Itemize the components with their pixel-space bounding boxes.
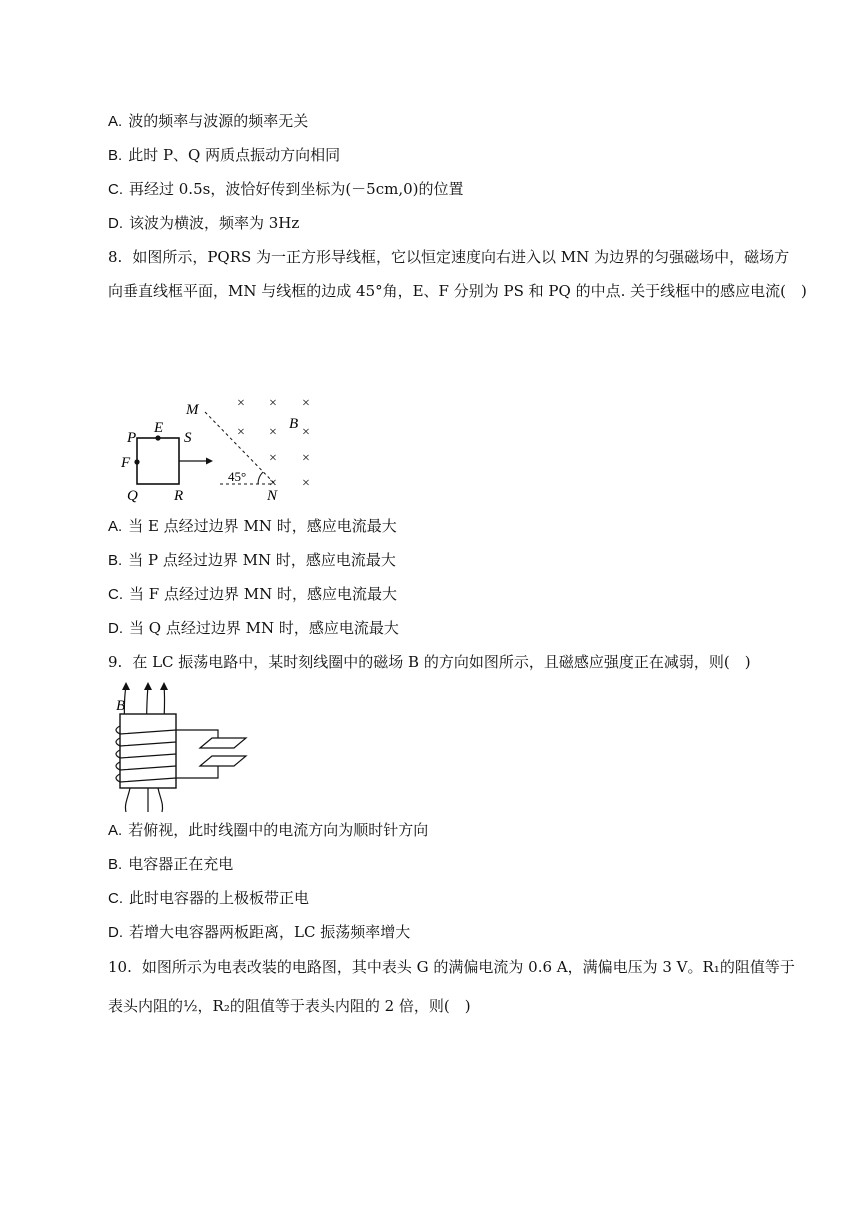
option-text: 若俯视，此时线圈中的电流方向为顺时针方向 <box>128 821 429 839</box>
option-label: B. <box>108 856 123 873</box>
option-text: 电容器正在充电 <box>128 855 234 873</box>
q8-stem-line2 <box>108 281 807 301</box>
option-text: 当 Q 点经过边界 MN 时，感应电流最大 <box>129 619 399 637</box>
q8-option-c <box>108 584 397 605</box>
q8-option-b <box>108 550 396 571</box>
field-cross: × <box>269 396 277 411</box>
wire-frame <box>137 438 179 484</box>
field-cross: × <box>269 451 277 466</box>
option-label: C. <box>108 181 123 198</box>
label-f: F <box>121 455 131 471</box>
label-e: E <box>154 420 164 436</box>
q7-option-a <box>108 111 308 132</box>
label-q: Q <box>127 488 138 504</box>
option-text: 该波为横波，频率为 3Hz <box>129 214 300 232</box>
option-text: 此时 P、Q 两质点振动方向相同 <box>128 146 341 164</box>
field-cross: × <box>302 451 310 466</box>
label-m: M <box>186 402 199 418</box>
field-cross: × <box>237 396 245 411</box>
label-b: B <box>289 416 299 432</box>
arrow-head <box>160 682 168 690</box>
q8-option-a <box>108 516 397 537</box>
option-label: A. <box>108 518 123 535</box>
q8-stem-line1 <box>108 247 789 267</box>
option-label: B. <box>108 147 123 164</box>
field-line <box>125 788 130 812</box>
capacitor-bottom-plate <box>200 756 246 766</box>
label-b: B <box>116 698 126 714</box>
label-r: R <box>174 488 184 504</box>
label-s: S <box>184 430 192 446</box>
option-label: A. <box>108 822 123 839</box>
q10-stem-line2 <box>108 996 471 1016</box>
angle-arc <box>258 472 263 484</box>
capacitor-top-plate <box>200 738 246 748</box>
option-label: D. <box>108 924 123 941</box>
label-angle: 45° <box>228 469 247 484</box>
label-p: P <box>127 430 137 446</box>
magnetic-field-crosses <box>237 396 310 491</box>
q9-option-b <box>108 854 233 875</box>
option-label: C. <box>108 586 123 603</box>
q8-figure <box>110 390 330 505</box>
q10-stem-line1 <box>108 957 795 977</box>
q7-option-d <box>108 213 299 234</box>
option-text: 当 E 点经过边界 MN 时，感应电流最大 <box>128 517 397 535</box>
label-n: N <box>267 488 278 504</box>
option-label: D. <box>108 620 123 637</box>
question-stem: 向垂直线框平面，MN 与线框的边成 45°角，E、F 分别为 PS 和 PQ 的中点. 关于线框中的感应电流( ) <box>108 282 807 300</box>
question-number: 8. <box>108 248 123 266</box>
question-number: 9. <box>108 653 123 671</box>
option-label: A. <box>108 113 123 130</box>
option-label: C. <box>108 890 123 907</box>
option-text: 若增大电容器两板距离，LC 振荡频率增大 <box>129 923 411 941</box>
field-cross: × <box>269 476 277 491</box>
arrow-head <box>122 682 130 690</box>
q7-option-c <box>108 179 464 200</box>
arrow-head <box>144 682 152 690</box>
question-number: 10. <box>108 958 132 976</box>
q8-option-d <box>108 618 399 639</box>
point-f <box>134 459 139 464</box>
question-stem: 在 LC 振荡电路中，某时刻线圈中的磁场 B 的方向如图所示，且磁感应强度正在减弱，则( ) <box>132 653 751 671</box>
point-e <box>155 435 160 440</box>
option-text: 再经过 0.5s，波恰好传到坐标为(－5cm,0)的位置 <box>129 180 464 198</box>
arrow-head <box>206 458 213 465</box>
field-cross: × <box>302 476 310 491</box>
option-label: D. <box>108 215 123 232</box>
q9-figure <box>108 680 258 815</box>
field-cross: × <box>269 425 277 440</box>
option-text: 当 F 点经过边界 MN 时，感应电流最大 <box>129 585 397 603</box>
field-cross: × <box>302 425 310 440</box>
q9-stem <box>108 652 751 672</box>
coil-core <box>120 714 176 788</box>
q9-option-c <box>108 888 309 909</box>
q9-option-a <box>108 820 428 841</box>
q9-option-d <box>108 922 410 943</box>
option-text: 当 P 点经过边界 MN 时，感应电流最大 <box>128 551 396 569</box>
question-stem: 表头内阻的½，R₂的阻值等于表头内阻的 2 倍，则( ) <box>108 997 471 1015</box>
field-cross: × <box>237 425 245 440</box>
option-label: B. <box>108 552 123 569</box>
question-stem: 如图所示，PQRS 为一正方形导线框，它以恒定速度向右进入以 MN 为边界的匀强磁场中，磁场方 <box>132 248 790 266</box>
q7-option-b <box>108 145 340 166</box>
option-text: 此时电容器的上极板带正电 <box>129 889 310 907</box>
field-line <box>158 788 163 812</box>
option-text: 波的频率与波源的频率无关 <box>128 112 309 130</box>
question-stem: 如图所示为电表改装的电路图，其中表头 G 的满偏电流为 0.6 A，满偏电压为 3 V。R₁的阻值等于 <box>141 958 795 976</box>
field-cross: × <box>302 396 310 411</box>
